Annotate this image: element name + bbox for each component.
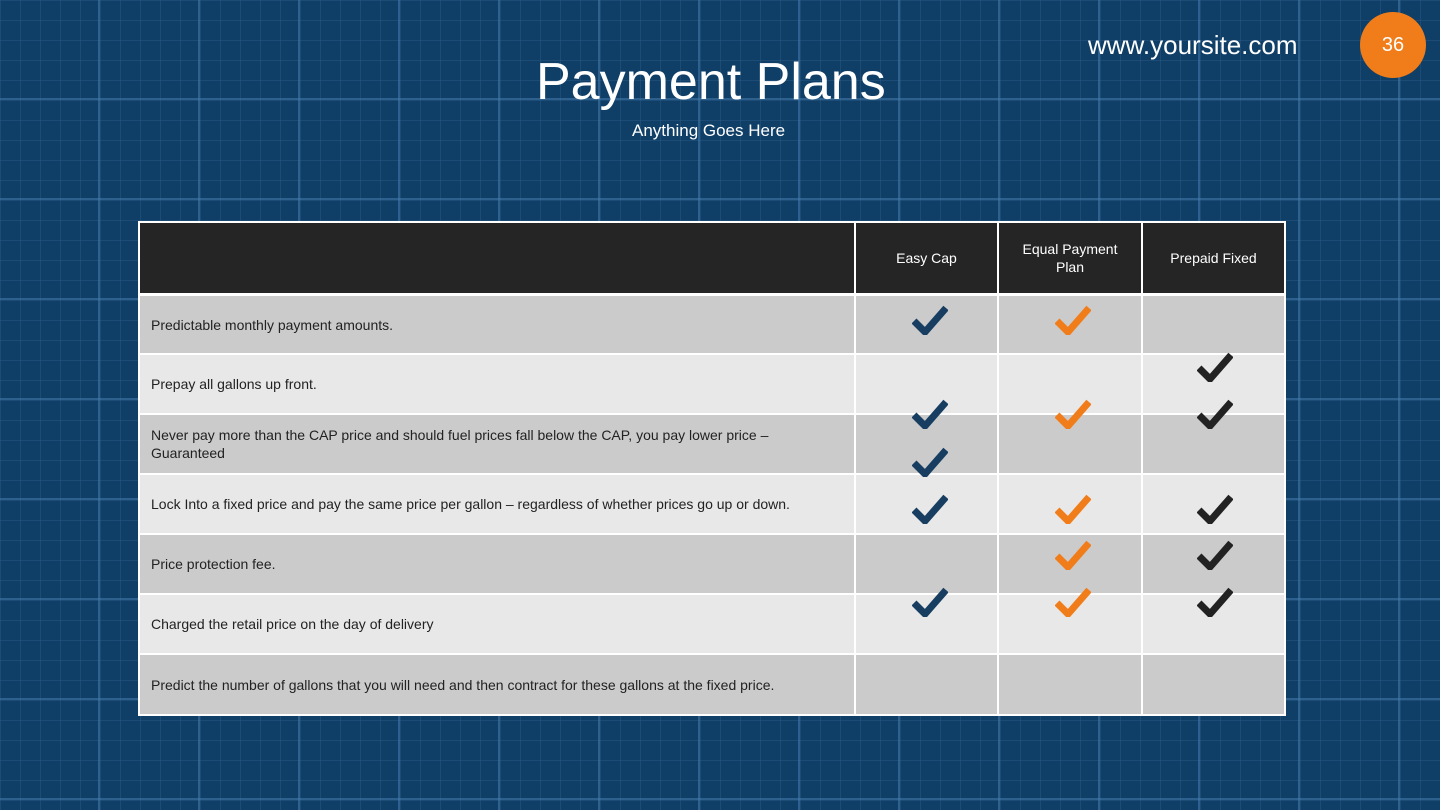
row-label-fixed-price: Lock Into a fixed price and pay the same price per gallon – regardless of whether prices go up or down. — [140, 475, 854, 533]
page-title: Payment Plans — [536, 53, 886, 111]
checkmark-icon — [1197, 540, 1233, 570]
checkmark-icon — [1055, 399, 1091, 429]
checkmark-icon — [1055, 587, 1091, 617]
table-header-blank — [140, 223, 854, 293]
table-cell — [856, 535, 997, 593]
row-label-prepay-gallons: Prepay all gallons up front. — [140, 355, 854, 413]
checkmark-icon — [1197, 352, 1233, 382]
column-header-easy-cap: Easy Cap — [856, 223, 997, 293]
checkmark-icon — [1197, 494, 1233, 524]
site-url: www.yoursite.com — [1088, 30, 1298, 60]
column-header-prepaid-fixed: Prepaid Fixed — [1143, 223, 1284, 293]
payment-plans-table — [138, 221, 1286, 716]
checkmark-icon — [912, 305, 948, 335]
checkmark-icon — [1055, 540, 1091, 570]
row-label-predict-gallons: Predict the number of gallons that you will need and then contract for these gallons at the fixed price. — [140, 655, 854, 714]
checkmark-icon — [1055, 305, 1091, 335]
column-header-equal-payment-plan: Equal Payment Plan — [999, 223, 1141, 293]
row-label-cap-price: Never pay more than the CAP price and should fuel prices fall below the CAP, you pay lower price – Guaranteed — [140, 415, 854, 473]
checkmark-icon — [912, 587, 948, 617]
checkmark-icon — [1055, 494, 1091, 524]
table-cell — [999, 655, 1141, 714]
row-label-protection-fee: Price protection fee. — [140, 535, 854, 593]
checkmark-icon — [912, 494, 948, 524]
checkmark-icon — [1197, 587, 1233, 617]
row-label-retail-price: Charged the retail price on the day of delivery — [140, 595, 854, 653]
checkmark-icon — [912, 399, 948, 429]
table-cell — [856, 655, 997, 714]
page-number-badge: 36 — [1360, 12, 1426, 78]
page-subtitle: Anything Goes Here — [632, 121, 786, 140]
table-cell — [1143, 296, 1284, 353]
table-cell — [1143, 655, 1284, 714]
row-label-predictable-payments: Predictable monthly payment amounts. — [140, 296, 854, 353]
checkmark-icon — [1197, 399, 1233, 429]
checkmark-icon — [912, 447, 948, 477]
